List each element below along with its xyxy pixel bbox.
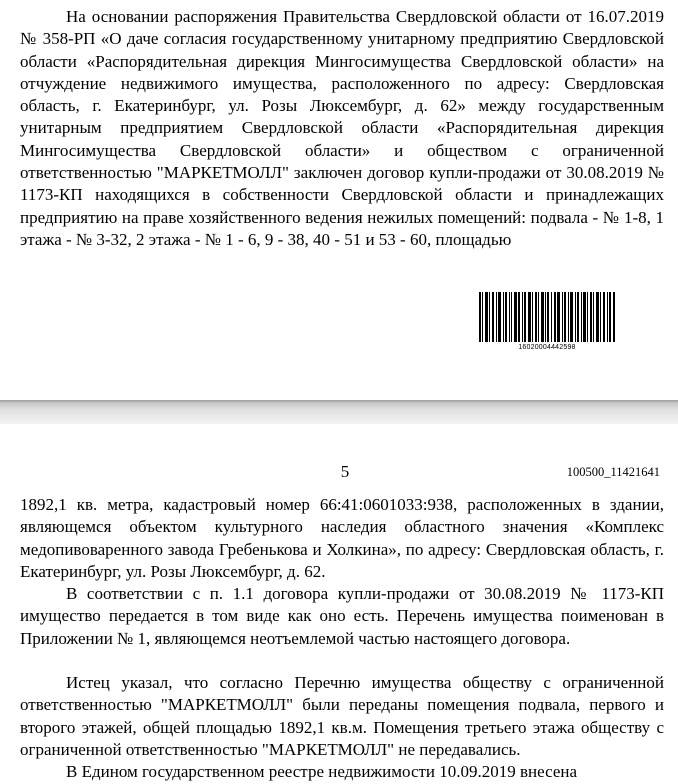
- paragraph-claimant-statement: Истец указал, что согласно Перечню имущества обществу с ограниченной ответственностью "МАРКЕТМОЛЛ" были переданы помещения подвала, первого и второго этажей, общей площадью 1892,1 кв.м. Помещения третьего этажа обществу с ограниченной ответственностью "МАРКЕТМОЛЛ" не передавались.: [20, 673, 664, 759]
- barcode-number: 16020004442598: [518, 344, 576, 351]
- page-number: 5: [340, 462, 350, 481]
- document-page-bottom: [0, 424, 678, 784]
- barcode-bars: [479, 292, 615, 342]
- paragraph-decision-basis: На основании распоряжения Правительства Свердловской области от 16.07.2019 № 358-РП «О даче согласия государственному унитарному предприятию Свердловской области «Распорядительная дирекция Мингосимущества Свердловской области» на отчуждение недвижимого имущества, расположенного по адресу: Свердловская область, г. Екатеринбург, ул. Розы Люксембург, д. 62» между государственным унитарным предприятием Свердловской области «Распорядительная дирекция Мингосимущества Свердловской области» и обществом с ограниченной ответственностью "МАРКЕТМОЛЛ" заключен договор купли-продажи от 30.08.2019 № 1173-КП находящихся в собственности Свердловской области и принадлежащих предприятию на праве хозяйственного ведения нежилых помещений: подвала - № 1-8, 1 этажа - № 3-32, 2 этажа - № 1 - 6, 9 - 38, 40 - 51 и 53 - 60, площадью: [20, 7, 664, 249]
- paragraph-property-area: 1892,1 кв. метра, кадастровый номер 66:41:0601033:938, расположенных в здании, являющемся объектом культурного наследия областного значения «Комплекс медопивоваренного завода Гребенькова и Холкина», по адресу: Свердловская область, г. Екатеринбург, ул. Розы Люксембург, д. 62.: [20, 495, 664, 581]
- paragraph-contract-terms: В соответствии с п. 1.1 договора купли-продажи от 30.08.2019 № 1173-КП имущество передается в том виде как оно есть. Перечень имущества поименован в Приложении № 1, являющемся неотъемлемой частью настоящего договора.: [20, 584, 664, 648]
- page-separator: [0, 400, 678, 424]
- document-id: 100500_11421641: [566, 465, 660, 479]
- barcode: [479, 292, 615, 354]
- paragraph-registry-entry: В Едином государственном реестре недвижимости 10.09.2019 внесена: [66, 762, 578, 781]
